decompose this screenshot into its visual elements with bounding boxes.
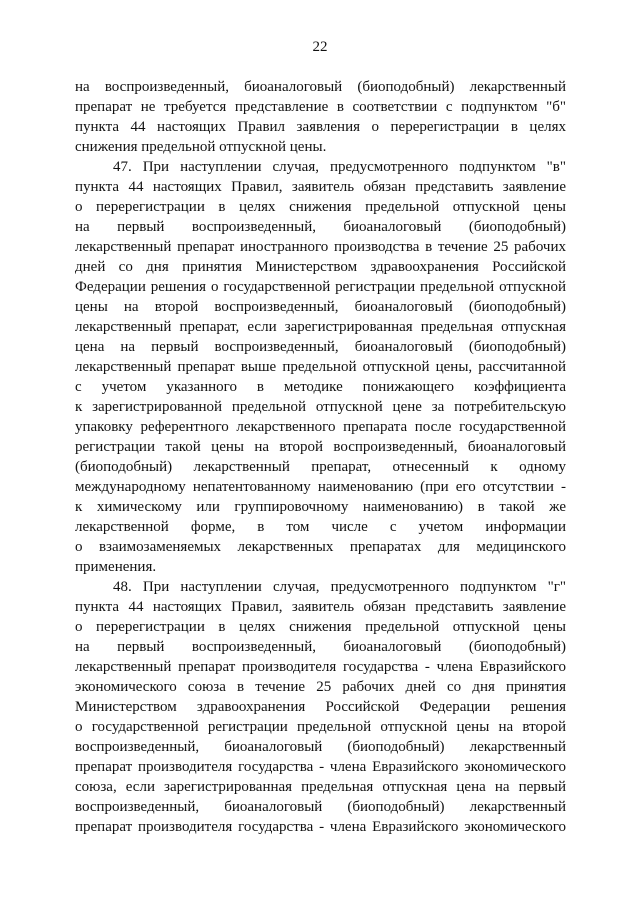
text-line: лекарственный препарат производителя государства - члена Евразийского (75, 659, 566, 675)
paragraph-48 (75, 577, 566, 837)
text-line: воспроизведенный, биоаналоговый (биоподобный) лекарственный (75, 799, 566, 815)
text-line: цена на первый воспроизведенный, биоаналоговый (биоподобный) (75, 339, 566, 355)
text-line: к зарегистрированной предельной отпускной цене за потребительскую (75, 399, 566, 415)
text-line: воспроизведенный, биоаналоговый (биоподобный) лекарственный (75, 739, 566, 755)
text-line: препарат не требуется представление в соответствии с подпунктом "б" (75, 99, 566, 115)
text-line: применения. (75, 559, 157, 575)
text-line: экономического союза в течение 25 рабочих дней со дня принятия (75, 679, 566, 695)
document-body (75, 77, 566, 837)
text-line: о государственной регистрации предельной отпускной цены на второй (75, 719, 566, 735)
text-line: препарат производителя государства - члена Евразийского экономического (75, 759, 566, 775)
text-line: (биоподобный) лекарственный препарат, отнесенный к одному (75, 459, 566, 475)
paragraph-47 (75, 157, 566, 577)
text-line: пункта 44 настоящих Правил, заявитель обязан представить заявление (75, 599, 566, 615)
text-line: к химическому или группировочному наименованию) в такой же (75, 499, 566, 515)
text-line: цены на второй воспроизведенный, биоаналоговый (биоподобный) (75, 299, 566, 315)
text-line: союза, если зарегистрированная предельная отпускная цена на первый (75, 779, 566, 795)
text-line: упаковку референтного лекарственного препарата после государственной (75, 419, 566, 435)
text-line: снижения предельной отпускной цены. (75, 139, 327, 155)
text-line: с учетом указанного в методике понижающего коэффициента (75, 379, 566, 395)
text-line: Федерации решения о государственной регистрации предельной отпускной (75, 279, 566, 295)
paragraph-continuation (75, 77, 566, 157)
text-line: 47. При наступлении случая, предусмотренного подпунктом "в" (113, 159, 566, 175)
text-line: Министерством здравоохранения Российской Федерации решения (75, 699, 566, 715)
text-line: лекарственный препарат, если зарегистрированная предельная отпускная (75, 319, 566, 335)
text-line: лекарственной форме, в том числе с учетом информации (75, 519, 566, 535)
text-line: регистрации такой цены на второй воспроизведенный, биоаналоговый (75, 439, 566, 455)
text-line: на первый воспроизведенный, биоаналоговый (биоподобный) (75, 639, 566, 655)
text-line: лекарственный препарат иностранного производства в течение 25 рабочих (75, 239, 566, 255)
text-line: лекарственный препарат выше предельной отпускной цены, рассчитанной (75, 359, 566, 375)
text-line: пункта 44 настоящих Правил, заявитель обязан представить заявление (75, 179, 566, 195)
text-line: о перерегистрации в целях снижения предельной отпускной цены (75, 619, 566, 635)
text-line: международному непатентованному наименованию (при его отсутствии - (75, 479, 566, 495)
text-line: на первый воспроизведенный, биоаналоговый (биоподобный) (75, 219, 566, 235)
text-line: препарат производителя государства - члена Евразийского экономического (75, 819, 566, 835)
text-line: о перерегистрации в целях снижения предельной отпускной цены (75, 199, 566, 215)
text-line: пункта 44 настоящих Правил заявления о перерегистрации в целях (75, 119, 566, 135)
text-line: 48. При наступлении случая, предусмотренного подпунктом "г" (113, 579, 566, 595)
text-line: на воспроизведенный, биоаналоговый (биоподобный) лекарственный (75, 79, 566, 95)
text-line: о взаимозаменяемых лекарственных препаратах для медицинского (75, 539, 566, 555)
page-number: 22 (312, 39, 328, 55)
text-line: дней со дня принятия Министерством здравоохранения Российской (75, 259, 566, 275)
